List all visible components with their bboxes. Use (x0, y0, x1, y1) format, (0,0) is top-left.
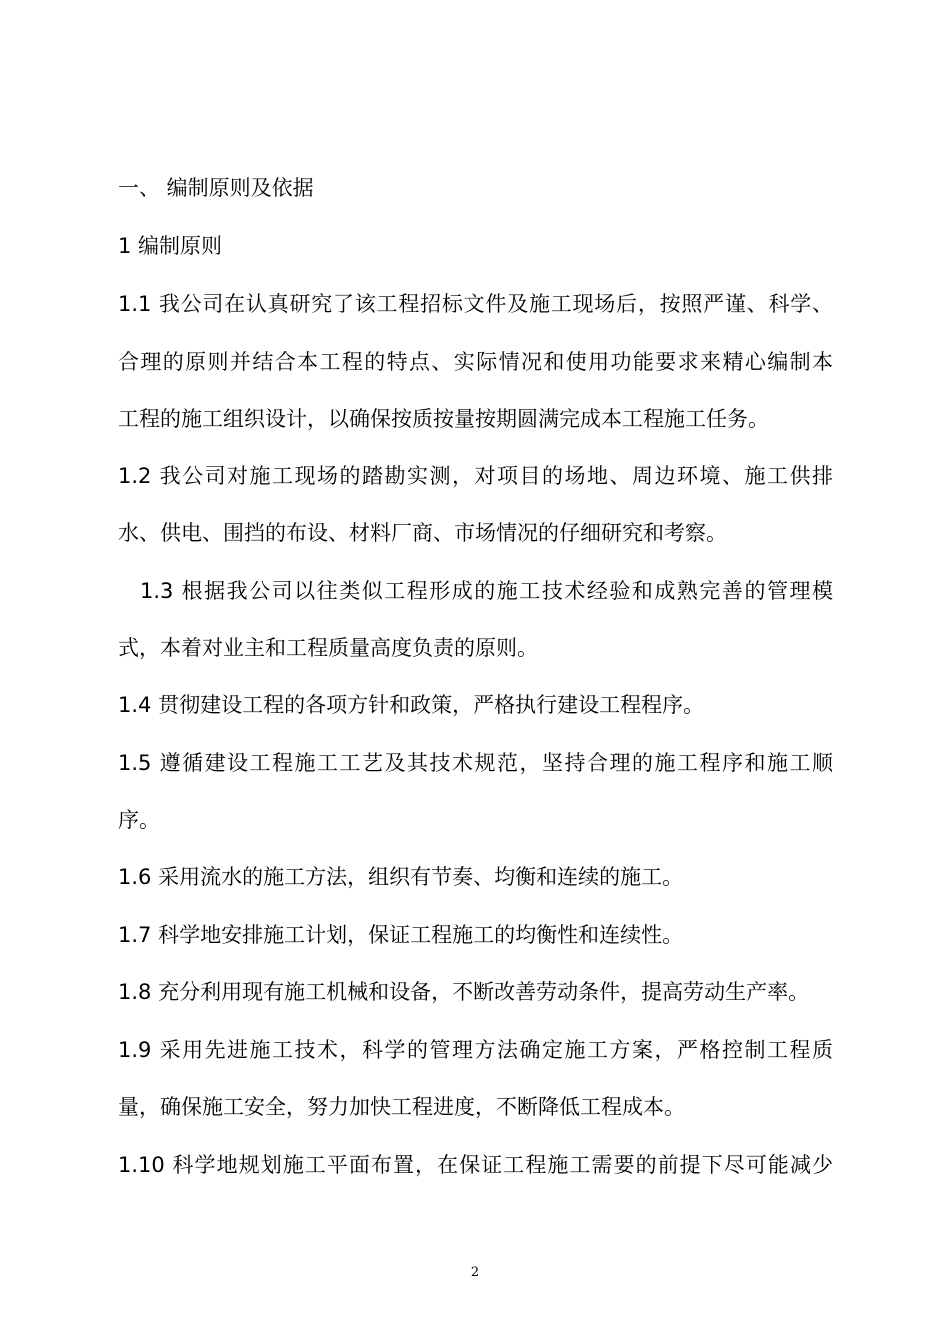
paragraph-line: 1.4 贯彻建设工程的各项方针和政策，严格执行建设工程程序。 (118, 693, 705, 717)
paragraph-line: 合理的原则并结合本工程的特点、实际情况和使用功能要求来精心编制本 (118, 350, 833, 374)
paragraph-line: 1.2 我公司对施工现场的踏勘实测，对项目的场地、周边环境、施工供排 (118, 464, 833, 488)
paragraph-line: 量，确保施工安全，努力加快工程进度，不断降低工程成本。 (118, 1095, 685, 1119)
paragraph-line: 工程的施工组织设计，以确保按质按量按期圆满完成本工程施工任务。 (118, 407, 769, 431)
section-heading: 一、 编制原则及依据 (118, 176, 314, 200)
paragraph-line: 序。 (118, 808, 160, 832)
paragraph-line: 1.10 科学地规划施工平面布置，在保证工程施工需要的前提下尽可能减少 (118, 1153, 833, 1177)
paragraph-line: 1.9 采用先进施工技术，科学的管理方法确定施工方案，严格控制工程质 (118, 1038, 833, 1062)
paragraph-line: 式，本着对业主和工程质量高度负责的原则。 (118, 636, 538, 660)
paragraph-line: 1.7 科学地安排施工计划，保证工程施工的均衡性和连续性。 (118, 923, 684, 947)
paragraph-line: 1.3 根据我公司以往类似工程形成的施工技术经验和成熟完善的管理模 (140, 579, 833, 603)
paragraph-line: 1.1 我公司在认真研究了该工程招标文件及施工现场后，按照严谨、科学、 (118, 292, 833, 316)
paragraph-line: 1.8 充分利用现有施工机械和设备，不断改善劳动条件，提高劳动生产率。 (118, 980, 810, 1004)
subsection-heading: 1 编制原则 (118, 234, 223, 258)
paragraph-line: 1.5 遵循建设工程施工工艺及其技术规范，坚持合理的施工程序和施工顺 (118, 751, 833, 775)
paragraph-line: 1.6 采用流水的施工方法，组织有节奏、均衡和连续的施工。 (118, 865, 684, 889)
page-number: 2 (470, 1265, 480, 1280)
paragraph-line: 水、供电、围挡的布设、材料厂商、市场情况的仔细研究和考察。 (118, 521, 727, 545)
